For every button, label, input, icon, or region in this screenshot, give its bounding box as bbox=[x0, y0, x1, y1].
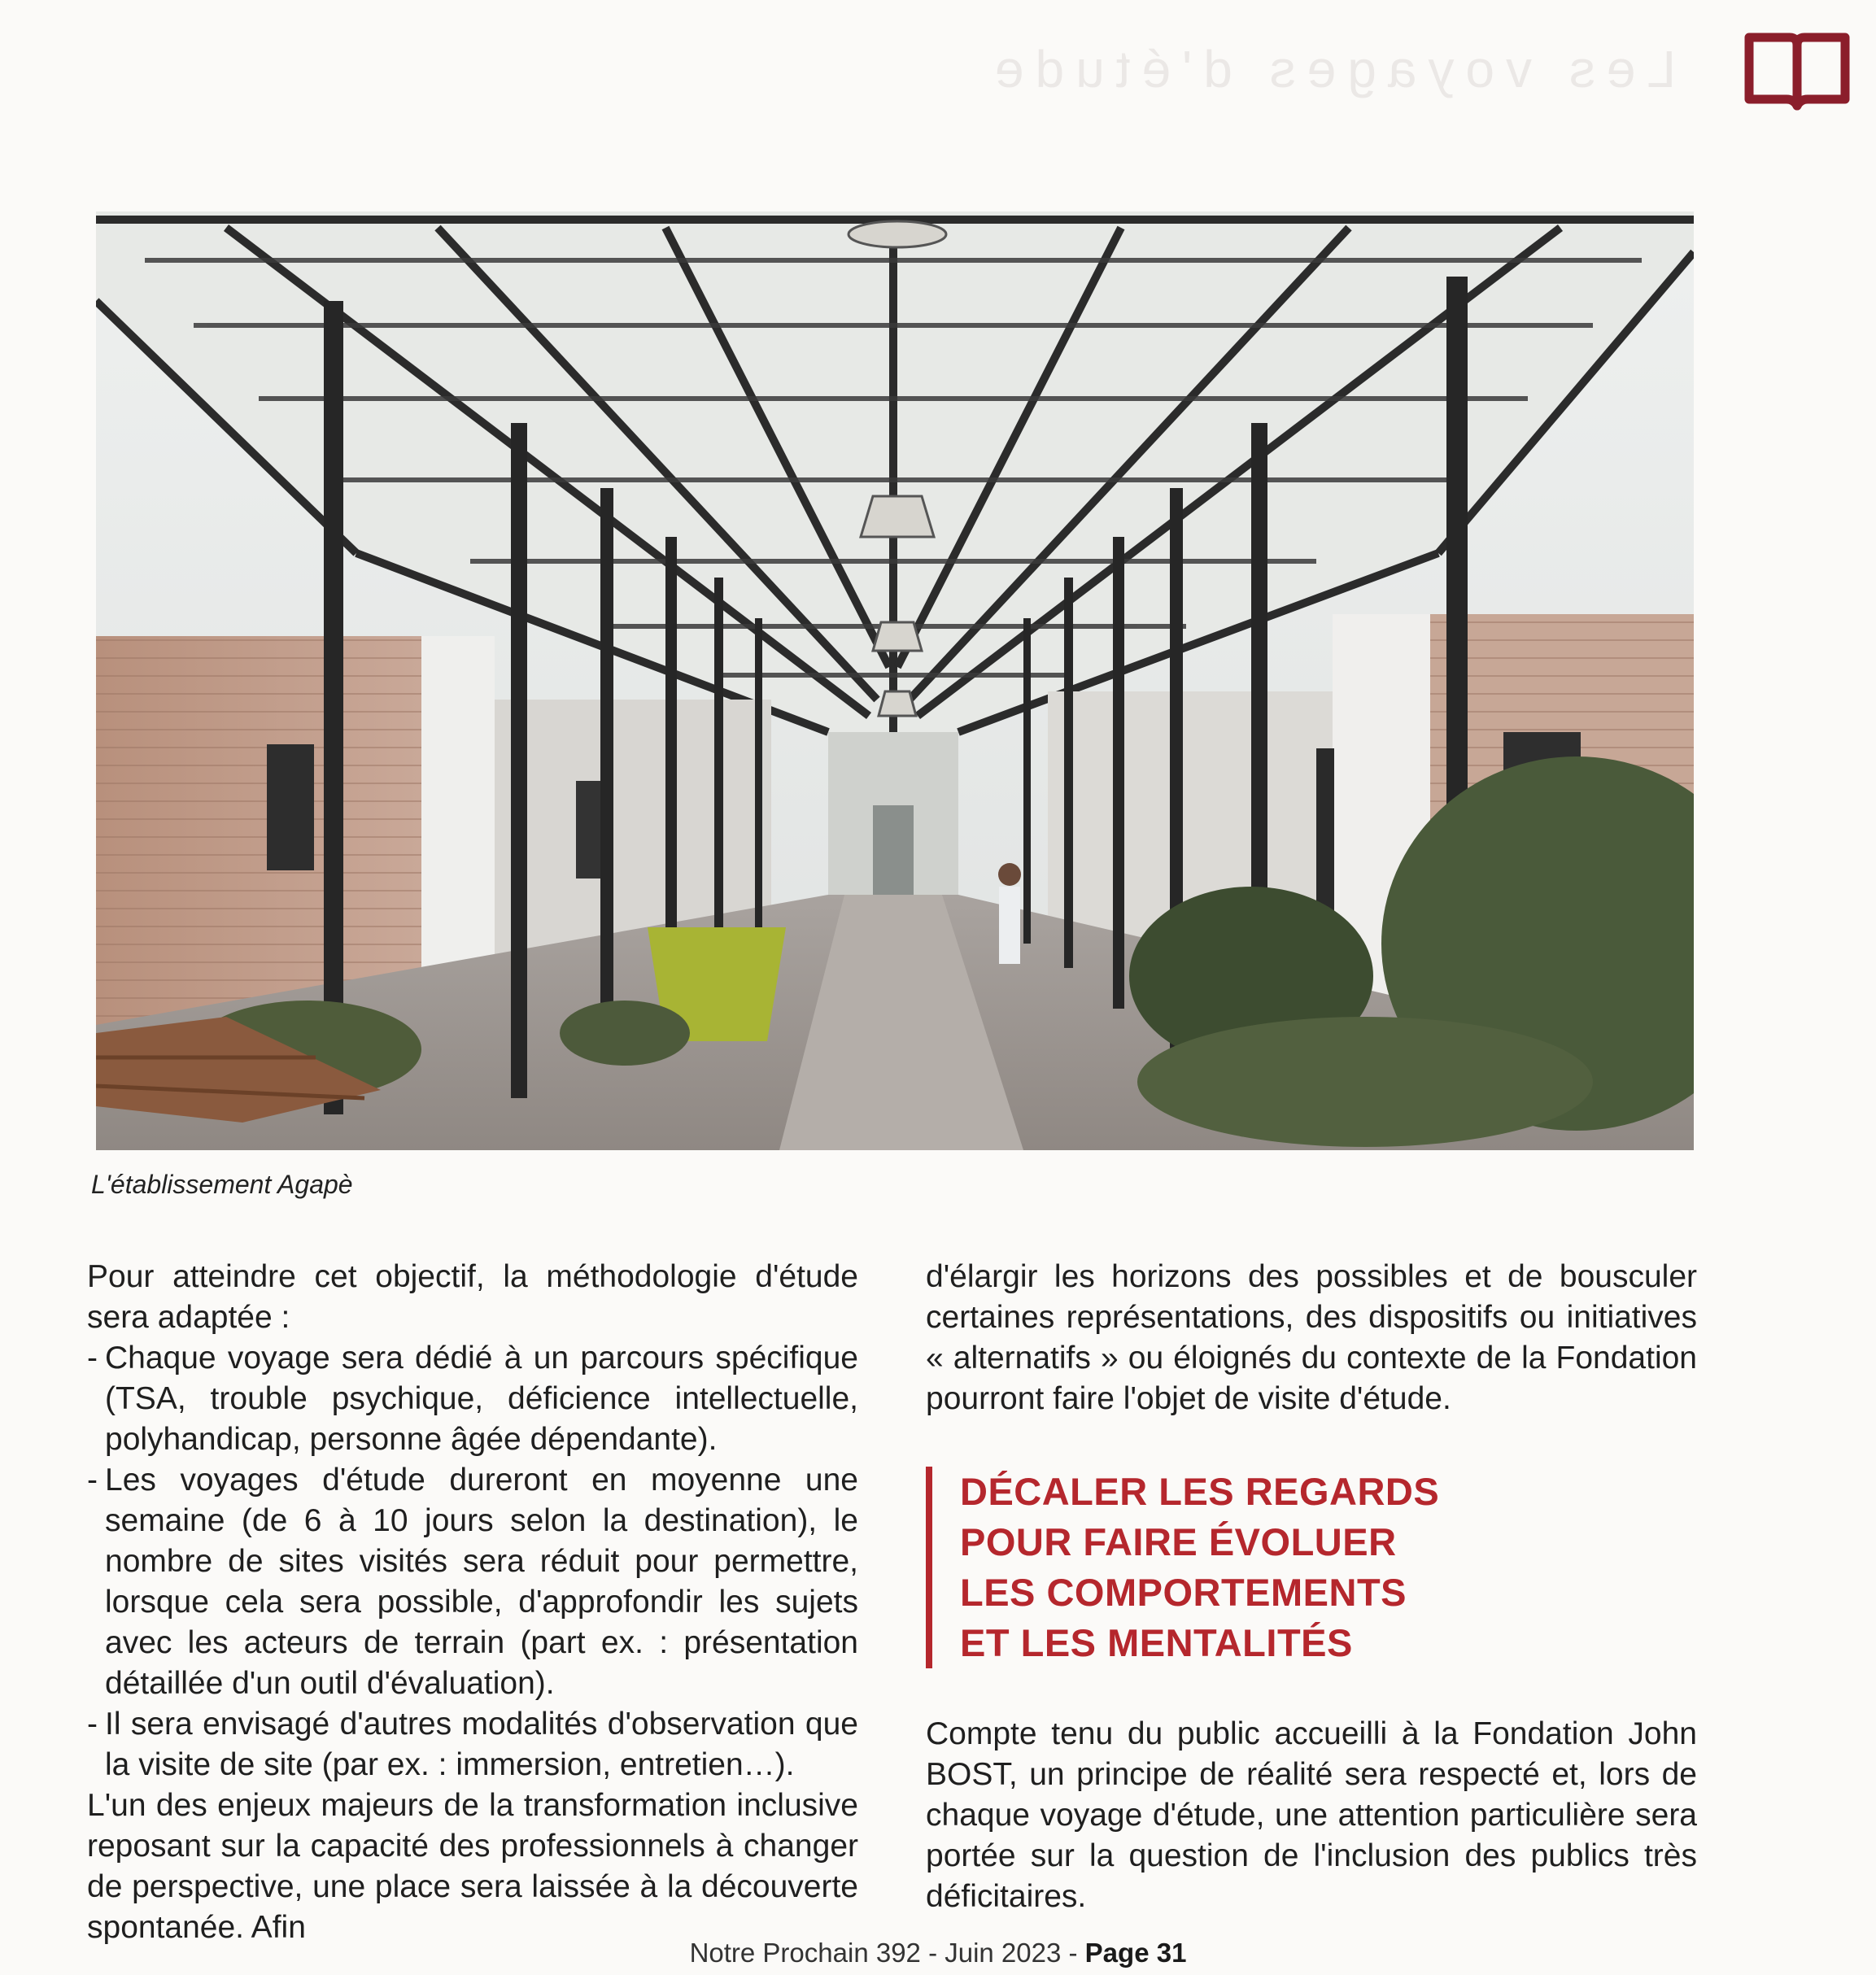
heading-line: ET LES MENTALITÉS bbox=[960, 1621, 1353, 1664]
list-item: - Il sera envisagé d'autres modalités d'observation que la visite de site (par ex. : immersion, entretien…). bbox=[87, 1707, 858, 1782]
mirrored-header-ghost: Les voyages d'étude bbox=[983, 40, 1676, 98]
heading-line: LES COMPORTEMENTS bbox=[960, 1571, 1407, 1614]
footer-publication: Notre Prochain 392 - Juin 2023 - bbox=[689, 1938, 1085, 1968]
right-column bbox=[926, 1257, 1697, 1419]
continuation-paragraph: d'élargir les horizons des possibles et de bousculer certaines représentations, des dispositifs ou initiatives « alternatifs » ou éloignés du contexte de la Fondation pourront faire l'objet de visite d'étude. bbox=[926, 1259, 1697, 1416]
footer-page-number: Page 31 bbox=[1084, 1938, 1187, 1968]
methodology-list bbox=[87, 1338, 858, 1785]
intro-paragraph: Pour atteindre cet objectif, la méthodologie d'étude sera adaptée : bbox=[87, 1259, 858, 1335]
section-heading bbox=[926, 1467, 1439, 1668]
closing-paragraph: L'un des enjeux majeurs de la transformation inclusive reposant sur la capacité des professionnels à changer de perspective, une place sera laissée à la découverte spontanée. Afin bbox=[87, 1788, 858, 1945]
list-item-text: Les voyages d'étude dureront en moyenne une semaine (de 6 à 10 jours selon la destination), le nombre de sites visités sera réduit pour permettre, lorsque cela sera possible, d'approfondir les sujets avec les acteurs de terrain (part ex. : présentation détaillée d'un outil d'évaluation). bbox=[105, 1463, 858, 1701]
final-paragraph-block bbox=[926, 1714, 1697, 1917]
photo-caption: L'établissement Agapè bbox=[91, 1170, 353, 1199]
list-item: - Chaque voyage sera dédié à un parcours spécifique (TSA, trouble psychique, déficience intellectuelle, polyhandicap, personne âgée dépendante). bbox=[87, 1341, 858, 1457]
final-paragraph: Compte tenu du public accueilli à la Fondation John BOST, un principe de réalité sera respecté et, lors de chaque voyage d'étude, une attention particulière sera portée sur la question de l'inclusion des publics très déficitaires. bbox=[926, 1716, 1697, 1914]
list-item-text: Chaque voyage sera dédié à un parcours spécifique (TSA, trouble psychique, déficience intellectuelle, polyhandicap, personne âgée dépendante). bbox=[105, 1341, 858, 1457]
book-icon bbox=[1743, 31, 1852, 112]
heading-line: DÉCALER LES REGARDS bbox=[960, 1470, 1440, 1513]
heading-line: POUR FAIRE ÉVOLUER bbox=[960, 1520, 1397, 1563]
covered-walkway-photo bbox=[96, 211, 1694, 1150]
page-footer bbox=[0, 1938, 1876, 1968]
left-column bbox=[87, 1257, 858, 1948]
list-item-text: Il sera envisagé d'autres modalités d'observation que la visite de site (par ex. : immersion, entretien…). bbox=[105, 1707, 858, 1782]
list-item: - Les voyages d'étude dureront en moyenne une semaine (de 6 à 10 jours selon la destination), le nombre de sites visités sera réduit pour permettre, lorsque cela sera possible, d'approfondir les sujets avec les acteurs de terrain (part ex. : présentation détaillée d'un outil d'évaluation). bbox=[87, 1463, 858, 1701]
